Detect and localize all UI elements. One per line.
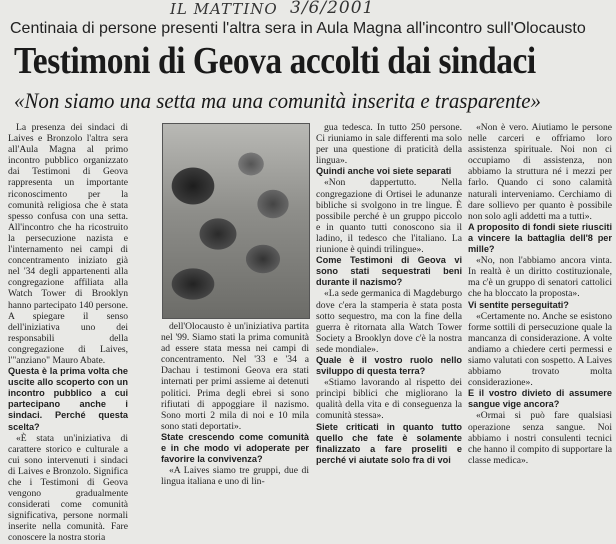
paragraph: «È stata un'iniziativa di carattere storico e culturale a cui sono intervenuti i sindaci di Laives e Bronzolo. Significa che i Testimoni di Geova vengono gradualmente considerati come comunità significativa, persone normali inserite nella comunità. Fare conoscere la nostra storia	[8, 432, 128, 544]
interview-question: E il vostro divieto di assumere sangue vige ancora?	[468, 388, 612, 410]
interview-question: A proposito di fondi siete riusciti a vincere la battaglia dell'8 per mille?	[468, 221, 612, 255]
paragraph: «Certamente no. Anche se esistono forme sottili di persecuzione quale la mancanza di considerazione. A volte andiamo a chiedere certi permessi e siamo valutati con sospetto. A Laives abbiamo trovato molta considerazione».	[468, 310, 612, 389]
paragraph: «Stiamo lavorando al rispetto dei princìpi biblici che migliorano la qualità della vita e di conseguenza la comunità stessa».	[316, 377, 462, 422]
interview-question: State crescendo come comunità e in che modo vi adoperate per favorire la convivenza?	[161, 431, 309, 465]
paragraph: «No, non l'abbiamo ancora vinta. In realtà è un diritto costituzionale, ma c'è un gruppo di senatori cattolici che ha bloccato la proposta».	[468, 255, 612, 300]
article-column-1	[8, 122, 128, 544]
article-column-4	[468, 122, 612, 477]
article-column-2	[161, 321, 309, 488]
paragraph: «La sede germanica di Magdeburgo dove c'era la stamperia è stata posta sotto sequestro, ma con la fine della guerra è ritornata alla Watch Tower Society a Brooklyn dove c'è la nostra sede mondiale».	[316, 288, 462, 355]
interview-question: Quale è il vostro ruolo nello sviluppo di questa terra?	[316, 354, 462, 377]
handwritten-date: 3/6/2001	[290, 0, 375, 18]
paragraph: La presenza dei sindaci di Laives e Bronzolo l'altra sera all'Aula Magna al primo incontro pubblico organizzato dai Testimoni di Geova rappresenta un importante riconoscimento per la comunità religiosa che è stata spesso confusa con una setta. All'incontro che ha ricostruito la persecuzione nazista e l'internamento nei campi di concentramento iniziato già nel '34 degli appartenenti alla congregazione affiliata alla Watch Tower di Brooklyn hanno partecipato 140 persone. A spiegare il senso dell'iniziativa uno dei responsabili della congregazione di Laives, l'"anziano" Mauro Abate.	[8, 122, 128, 366]
handwritten-newspaper-name: IL MATTINO	[170, 0, 278, 18]
handwritten-note	[170, 0, 430, 22]
paragraph: «A Laives siamo tre gruppi, due di lingua italiana e uno di lin-	[161, 465, 309, 488]
interview-question: Siete criticati in quanto tutto quello che fate è solamente finalizzato a fare proseliti e perché vi aiutate solo fra di voi	[316, 421, 462, 465]
paragraph: «Non dappertutto. Nella congregazione di Ortisei le adunanze bibliche si svolgono in tre lingue. È possibile perché è un gruppo piccolo e in quanto tutti conoscono sia il ladino, il tedesco che l'italiano. La riunione è quindi trilingue».	[316, 177, 462, 256]
article-headline: Testimoni di Geova accolti dai sindaci	[14, 40, 536, 82]
interview-question: Quindi anche voi siete separati	[316, 166, 452, 177]
paragraph: dell'Olocausto è un'iniziativa partita nel '99. Siamo stati la prima comunità ad essere stata messa nei campi di concentramento. Nel '33 e '34 a Dachau i testimoni Geova era stati internati per primi assieme ai detenuti politici. Prima degli ebrei si sono rifiutati di appoggiare il nazismo. Sono morti 2 mila di noi e 10 mila sono stati deportati».	[161, 321, 309, 432]
interview-question: Come Testimoni di Geova vi sono stati sequestrati beni durante il nazismo?	[316, 255, 462, 288]
interview-question: Vi sentite perseguitati?	[468, 299, 569, 310]
paragraph: «Ormai si può fare qualsiasi operazione senza sangue. Noi abbiamo i nostri consulenti tecnici che hanno il compito di supportare la classe medica».	[468, 410, 612, 466]
paragraph: gua tedesca. In tutto 250 persone. Ci riuniamo in sale differenti ma solo per una questione di praticità della lingua».	[316, 122, 462, 167]
paragraph: «Non è vero. Aiutiamo le persone nelle carceri e offriamo loro assistenza spirituale. Noi non ci occupiamo di assistenza, non abbiamo la struttura né i mezzi per farlo. Quando ci sono calamità naturali interveniamo. Cerchiamo di dare sollievo per quanto è possibile non solo agli addetti ma a tutti».	[468, 122, 612, 222]
article-photo	[162, 123, 310, 319]
article-column-3	[316, 122, 462, 477]
article-subhead: «Non siamo una setta ma una comunità inserita e trasparente»	[14, 88, 541, 113]
interview-question: Questa è la prima volta che uscite allo scoperto con un incontro pubblico a cui partecipano anche i sindaci. Perché questa scelta?	[8, 366, 128, 432]
article-kicker: Centinaia di persone presenti l'altra sera in Aula Magna all'incontro sull'Olocausto	[10, 20, 586, 37]
